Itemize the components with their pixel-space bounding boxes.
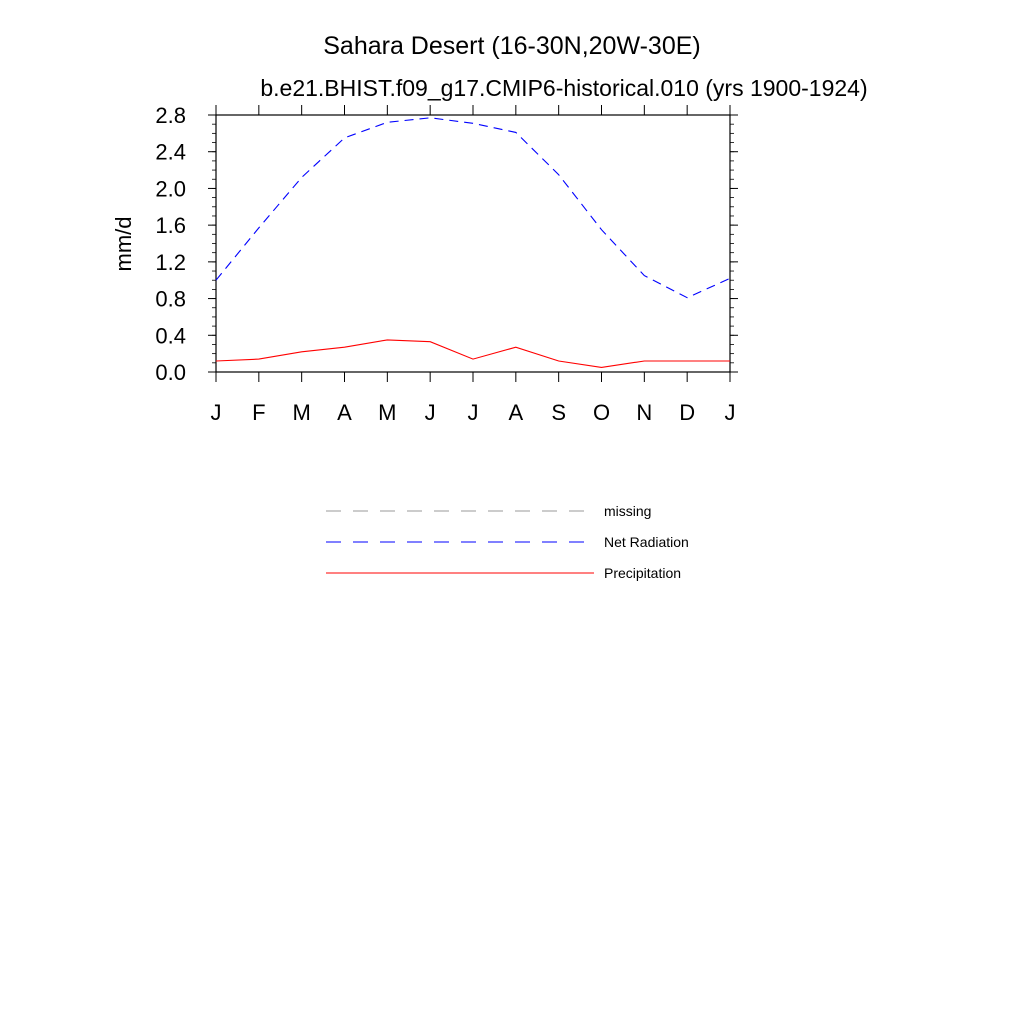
chart-subtitle: b.e21.BHIST.f09_g17.CMIP6-historical.010 (yrs 1900-1924) [260,75,868,101]
x-tick-label: M [292,400,311,425]
axis-ticks [208,105,738,382]
chart-title: Sahara Desert (16-30N,20W-30E) [323,32,701,60]
x-tick-label: S [551,400,567,425]
legend-label: missing [604,503,652,519]
series-line-net-radiation [216,118,730,298]
y-tick-label: 2.0 [155,176,186,202]
x-tick-label: J [467,400,479,425]
x-tick-label: J [724,400,736,425]
x-tick-label: M [378,400,397,425]
y-tick-label: 2.8 [155,103,186,128]
y-tick-label: 1.2 [155,249,186,275]
x-tick-label: J [210,400,222,425]
x-tick-label: F [252,400,266,425]
series-line-precipitation [216,340,730,368]
plot-frame [216,115,730,372]
y-tick-label: 0.4 [155,323,186,349]
x-tick-label: N [636,400,653,425]
y-tick-label: 2.4 [155,139,186,165]
y-tick-label: 0.8 [155,286,186,312]
series-layer [216,118,730,368]
x-tick-label: A [337,400,352,425]
y-tick-label: 0.0 [155,360,186,385]
x-tick-label: O [592,400,611,425]
tick-labels [155,103,735,425]
y-tick-label: 1.6 [155,213,186,239]
x-tick-label: J [424,400,436,425]
y-axis-label: mm/d [111,216,136,272]
legend-label: Precipitation [604,565,682,581]
legend [326,503,689,581]
legend-label: Net Radiation [604,534,689,550]
x-tick-label: A [508,400,524,425]
x-tick-label: D [679,400,696,425]
